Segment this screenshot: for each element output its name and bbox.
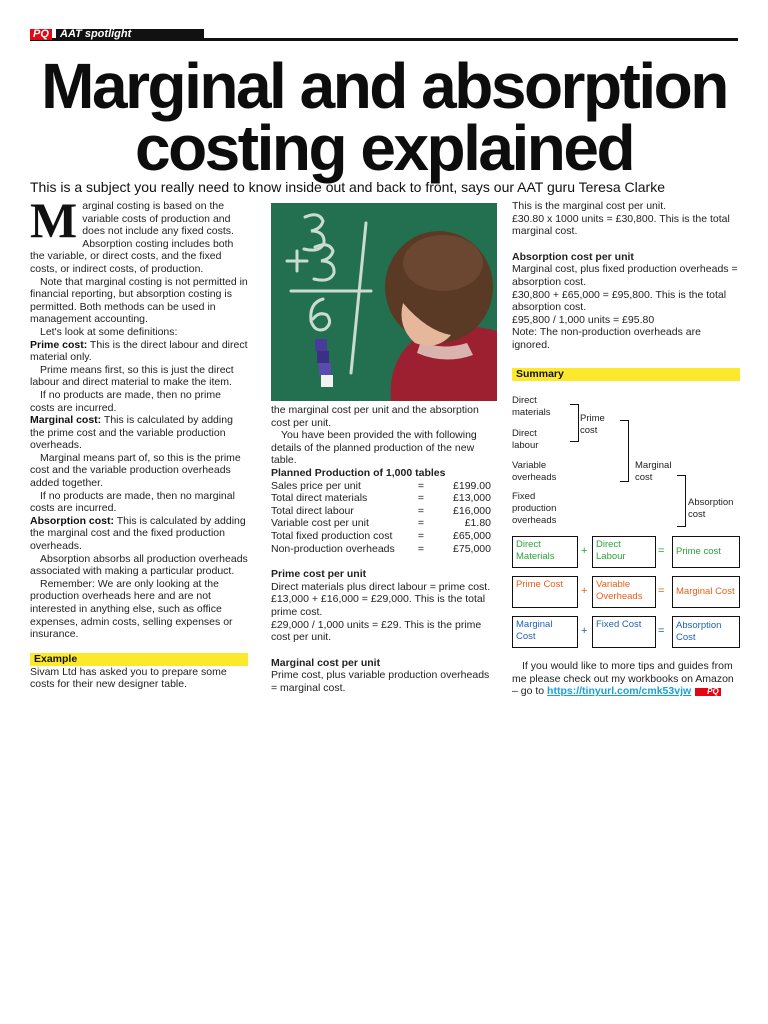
absorption-cost-heading: Absorption cost per unit — [512, 250, 634, 263]
drop-cap: M — [30, 192, 78, 248]
row-equals: = — [417, 479, 425, 492]
summary-heading: Summary — [512, 368, 740, 381]
paragraph: Let's look at some definitions: — [40, 325, 178, 338]
term-label: Absorption cost: — [30, 514, 114, 527]
label-variable-overheads: Variable overheads — [512, 460, 557, 483]
row-label: Total direct materials — [271, 492, 368, 505]
paragraph: Marginal cost, plus fixed production overheads = absorption cost. — [512, 263, 738, 288]
closing-text: If you would like to more tips and guides from me please check out my workbooks on Amazon – go to — [512, 660, 734, 698]
row-equals: = — [417, 504, 425, 517]
row-value: £199.00 — [453, 479, 491, 492]
boy-at-chalkboard-illustration — [271, 203, 497, 401]
row-label: Sales price per unit — [271, 479, 361, 492]
definition-text: This is calculated by adding the marginal cost and the fixed production overheads. — [30, 514, 246, 553]
equation-term-a: Prime Cost — [512, 576, 578, 608]
plus-operator: + — [581, 625, 588, 637]
column-3 — [512, 200, 740, 381]
workbook-link[interactable]: https://tinyurl.com/cmk53vjw — [547, 685, 692, 698]
marginal-cost-heading: Marginal cost per unit — [271, 656, 381, 669]
definition-text: This is calculated by adding the prime cost and the variable production overheads. — [30, 414, 233, 452]
section-header — [30, 29, 738, 41]
brand-logo: PQ — [30, 29, 52, 40]
label-absorption-cost: Absorption cost — [688, 497, 734, 520]
row-label: Total fixed production cost — [271, 529, 393, 542]
paragraph: Note: The non-production overheads are ignored. — [512, 326, 701, 351]
table-row — [271, 505, 491, 518]
paragraph: This is the marginal cost per unit. — [512, 200, 667, 212]
bracket-marginal — [620, 420, 629, 482]
paragraph: If no products are made, then no prime costs are incurred. — [30, 388, 221, 414]
title-line-2: costing explained — [134, 112, 634, 184]
equation-term-a: Marginal Cost — [512, 616, 578, 648]
label-direct-labour: Direct labour — [512, 428, 539, 451]
row-value: £75,000 — [453, 542, 491, 555]
bracket-prime — [570, 404, 579, 442]
row-value: £1.80 — [464, 517, 491, 530]
plus-operator: + — [581, 585, 588, 597]
paragraph: Marginal means part of, so this is the prime cost and the variable production overheads added together. — [30, 451, 241, 490]
term-label: Marginal cost: — [30, 414, 102, 427]
summary-diagram — [512, 395, 740, 655]
label-direct-materials: Direct materials — [512, 395, 551, 418]
paragraph: Prime cost, plus variable production overheads = marginal cost. — [271, 669, 490, 694]
example-heading: Example — [30, 653, 248, 666]
paragraph: Absorption absorbs all production overheads associated with making a particular product. — [30, 552, 248, 578]
definition-prime — [30, 339, 248, 364]
paragraph: You have been provided the with following details of the planned production of the new table. — [271, 429, 477, 467]
bracket-absorption — [677, 475, 686, 527]
equals-operator: = — [658, 585, 665, 597]
label-prime-cost: Prime cost — [580, 413, 605, 436]
paragraph: Direct materials plus direct labour = prime cost. £13,000 + £16,000 = £29,000. This is the total prime cost. — [271, 580, 491, 618]
equation-term-a: Direct Materials — [512, 536, 578, 568]
intro-paragraph — [30, 192, 248, 276]
section-label: AAT spotlight — [56, 29, 204, 40]
definition-absorption — [30, 515, 248, 553]
label-marginal-cost: Marginal cost — [635, 460, 672, 483]
row-label: Total direct labour — [271, 504, 354, 517]
column-2 — [271, 404, 491, 694]
paragraph: the marginal cost per unit and the absorption cost per unit. — [271, 404, 479, 429]
equation-result: Absorption Cost — [672, 616, 740, 648]
prime-cost-heading: Prime cost per unit — [271, 568, 367, 581]
row-value: £13,000 — [453, 492, 491, 505]
paragraph: Note that marginal costing is not permitted in financial reporting, but absorption costing is permitted. Both methods can be used in management accounting. — [30, 275, 248, 326]
article-photo — [271, 203, 497, 401]
table-row — [271, 517, 491, 530]
table-row — [271, 530, 491, 543]
table-title: Planned Production of 1,000 tables — [271, 466, 446, 479]
equation-term-b: Fixed Cost — [592, 616, 656, 648]
paragraph: £30.80 x 1000 units = £30,800. This is the total marginal cost. — [512, 212, 730, 238]
definition-marginal — [30, 414, 248, 452]
equals-operator: = — [658, 545, 665, 557]
column-1 — [30, 192, 248, 691]
example-text: Sivam Ltd has asked you to prepare some costs for their new designer table. — [30, 665, 227, 691]
row-value: £65,000 — [453, 529, 491, 542]
label-fixed-overheads: Fixed production overheads — [512, 491, 557, 526]
table-row — [271, 480, 491, 493]
equation-result: Prime cost — [672, 536, 740, 568]
row-equals: = — [417, 517, 425, 530]
equation-term-b: Variable Overheads — [592, 576, 656, 608]
closing-paragraph — [512, 660, 740, 698]
definition-text: This is the direct labour and direct material only. — [30, 338, 248, 364]
row-equals: = — [417, 492, 425, 505]
planned-production-table — [271, 480, 491, 556]
row-value: £16,000 — [453, 504, 491, 517]
equals-operator: = — [658, 625, 665, 637]
row-label: Variable cost per unit — [271, 517, 369, 530]
closing-text-wrap — [512, 660, 740, 698]
table-row — [271, 492, 491, 505]
standfirst: This is a subject you really need to know inside out and back to front, says our AAT guru Teresa Clarke — [30, 179, 666, 195]
table-row — [271, 543, 491, 556]
article-title — [28, 50, 740, 184]
title-line-1: Marginal and absorption — [41, 50, 727, 122]
paragraph: Remember: We are only looking at the production overheads here and are not interested in anything else, such as office expenses, admin costs, selling expenses or insurance. — [30, 577, 233, 641]
equation-term-b: Direct Labour — [592, 536, 656, 568]
equation-result: Marginal Cost — [672, 576, 740, 608]
row-equals: = — [417, 529, 425, 542]
row-label: Non-production overheads — [271, 542, 395, 555]
paragraph: £95,800 / 1,000 units = £95.80 — [512, 313, 655, 326]
paragraph: £29,000 / 1,000 units = £29. This is the prime cost per unit. — [271, 618, 482, 644]
paragraph: If no products are made, then no marginal costs are incurred. — [30, 489, 235, 515]
row-equals: = — [417, 542, 425, 555]
paragraph: Prime means first, so this is just the direct labour and direct material to make the item. — [30, 363, 234, 389]
paragraph: £30,800 + £65,000 = £95,800. This is the total absorption cost. — [512, 288, 727, 314]
plus-operator: + — [581, 545, 588, 557]
term-label: Prime cost: — [30, 338, 88, 351]
end-mark: PQ — [695, 688, 721, 696]
intro-text: arginal costing is based on the variable costs of production and does not include any fixed costs. Absorption costing includes both the variable, or direct costs, and the fixed costs, or indirect costs, of production. — [30, 200, 234, 275]
